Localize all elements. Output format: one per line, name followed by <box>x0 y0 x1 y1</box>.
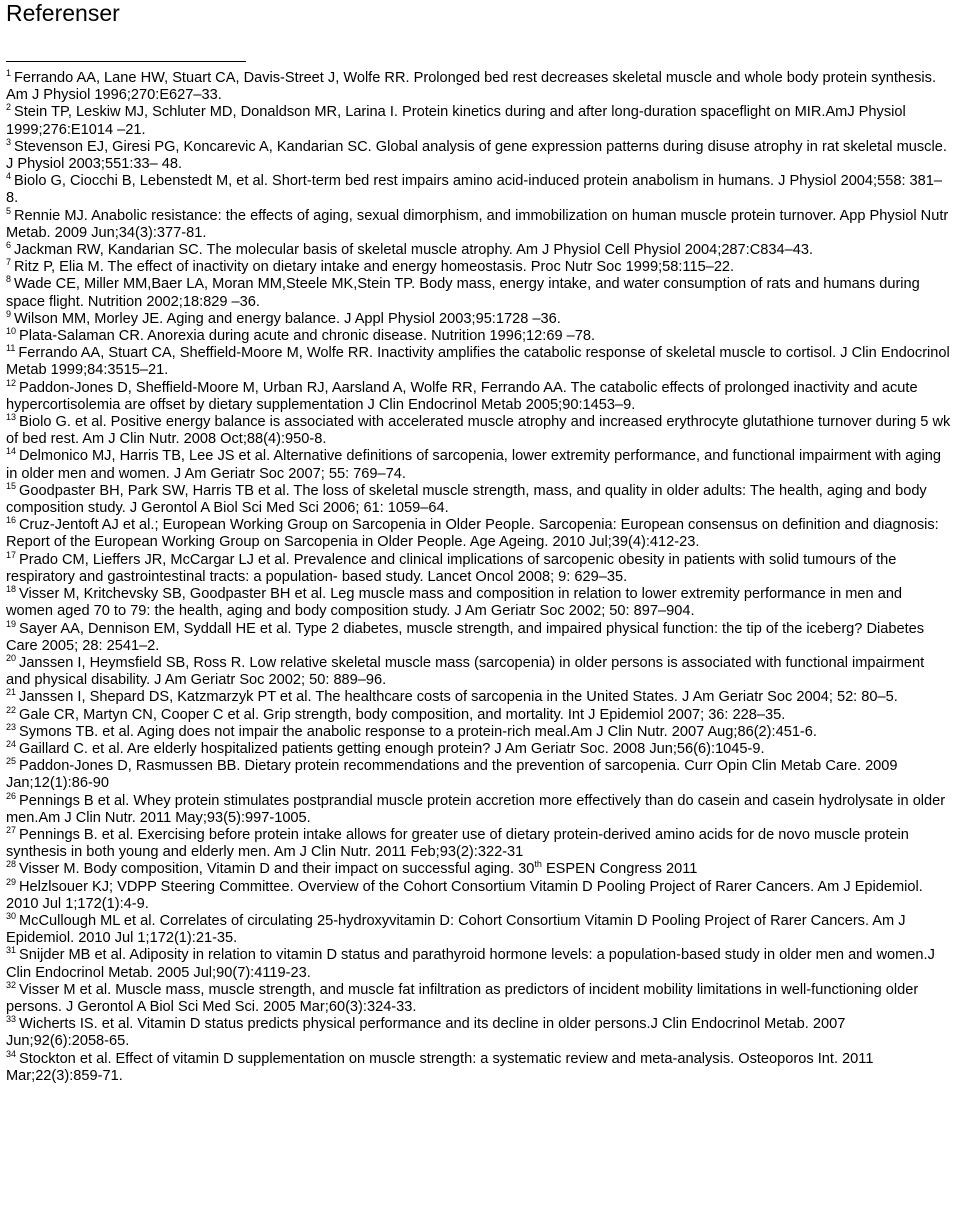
reference-text-main: Sayer AA, Dennison EM, Syddall HE et al. Type 2 diabetes, muscle strength, and impaired physical function: the tip of the iceberg? Diabetes Care 2005; 28: 2541–2. <box>6 620 925 654</box>
page-title: Referenser <box>6 0 120 26</box>
reference-text-main: Delmonico MJ, Harris TB, Lee JS et al. Alternative definitions of sarcopenia, lower extremity performance, and functional impairment with aging in older men and women. J Am Geriatr Soc 2007; 55: 769–74. <box>6 448 942 482</box>
reference-text <box>19 741 765 757</box>
reference-number: 3 <box>6 136 12 147</box>
reference-item <box>6 738 952 758</box>
reference-item <box>6 910 952 947</box>
reference-number: 15 <box>6 480 17 491</box>
reference-text <box>6 876 923 912</box>
reference-item <box>6 704 952 724</box>
reference-item <box>6 824 952 861</box>
reference-text-main: Stein TP, Leskiw MJ, Schluter MD, Donaldson MR, Larina I. Protein kinetics during and after long-duration spaceflight on MIR.AmJ Physiol 1999;276:E1014 –21. <box>6 104 906 138</box>
reference-number: 22 <box>6 704 17 715</box>
reference-item <box>6 259 952 276</box>
reference-text-main: Plata-Salaman CR. Anorexia during acute and chronic disease. Nutrition 1996;12:69 –78. <box>19 328 596 345</box>
reference-text-main: McCullough ML et al. Correlates of circulating 25-hydroxyvitamin D: Cohort Consortium Vitamin D Pooling Project of Rarer Cancers. Am J Epidemiol. 2010 Jul 1;172(1):21-35. <box>6 912 906 947</box>
reference-text <box>6 652 925 689</box>
reference-text-main: Wade CE, Miller MM,Baer LA, Moran MM,Steele MK,Stein TP. Body mass, energy intake, and water consumption of rats and humans during space flight. Nutrition 2002;18:829 –36. <box>6 276 920 310</box>
reference-number: 27 <box>6 824 17 835</box>
reference-item <box>6 947 952 981</box>
reference-item <box>6 721 952 741</box>
reference-number: 21 <box>6 687 17 698</box>
reference-text-main: Symons TB. et al. Aging does not impair the anabolic response to a protein-rich meal.Am J Clin Nutr. 2007 Aug;86(2):451-6. <box>19 723 817 740</box>
reference-number: 34 <box>6 1048 17 1059</box>
reference-number: 6 <box>6 240 12 251</box>
reference-item <box>6 377 952 414</box>
reference-text-main: Biolo G, Ciocchi B, Lebenstedt M, et al. Short-term bed rest impairs amino acid-induced protein anabolism in humans. J Physiol 2004;558: 381–8. <box>6 173 943 207</box>
reference-text <box>6 1048 874 1084</box>
reference-number: 12 <box>6 377 17 388</box>
reference-text <box>6 104 906 137</box>
reference-text <box>6 136 947 173</box>
reference-item <box>6 104 952 138</box>
reference-list <box>6 70 952 1085</box>
reference-item <box>6 586 952 620</box>
reference-text-main: Ferrando AA, Lane HW, Stuart CA, Davis-Street J, Wolfe RR. Prolonged bed rest decreases skeletal muscle and whole body protein synthesis. Am J Physiol 1996;270:E627–33. <box>6 70 937 104</box>
reference-text <box>6 586 902 619</box>
reference-item <box>6 618 952 655</box>
reference-text <box>6 173 942 206</box>
reference-text-main: Wicherts IS. et al. Vitamin D status predicts physical performance and its decline in older persons.J Clin Endocrinol Metab. 2007 Jun;92(6):2058-65. <box>6 1016 846 1050</box>
reference-number: 9 <box>6 308 12 319</box>
reference-text-main: Snijder MB et al. Adiposity in relation to vitamin D status and parathyroid hormone levels: a population-based study in older men and women.J Clin Endocrinol Metab. 2005 Jul;90(7):4119-23. <box>6 947 935 981</box>
reference-text-main: Goodpaster BH, Park SW, Harris TB et al. The loss of skeletal muscle strength, mass, and quality in older adults: The health, aging and body composition study. J Gerontol A Biol Sci Med Sci 2006; 61: 1059–64. <box>6 482 927 517</box>
reference-number: 1 <box>6 68 12 78</box>
reference-item <box>6 1016 952 1050</box>
reference-text <box>14 259 734 275</box>
reference-number: 5 <box>6 205 12 216</box>
reference-number: 19 <box>6 618 17 629</box>
reference-text <box>6 910 906 947</box>
reference-text <box>6 345 950 378</box>
ordinal-superscript: th <box>534 859 542 870</box>
reference-item <box>6 205 952 242</box>
reference-text-main: Prado CM, Lieffers JR, McCargar LJ et al. Prevalence and clinical implications of sarcopenic obesity in patients with solid tumours of the respiratory and gastrointestinal tracts: a population- based study. Lancet Oncol 2008; 9: 629–35. <box>6 551 897 585</box>
reference-text-main: Pennings B et al. Whey protein stimulates postprandial muscle protein accretion more effectively than do casein and casein hydrolysate in older men.Am J Clin Nutr. 2011 May;93(5):997-1005. <box>6 792 946 826</box>
reference-number: 11 <box>6 343 16 354</box>
reference-item <box>6 480 952 517</box>
reference-text-main: Ferrando AA, Stuart CA, Sheffield-Moore M, Wolfe RR. Inactivity amplifies the catabolic response of skeletal muscle to cortisol. J Clin Endocrinol Metab 1999;84:3515–21. <box>6 345 950 379</box>
reference-text <box>19 689 898 705</box>
reference-text <box>14 311 561 327</box>
reference-item <box>6 242 952 259</box>
reference-text-main: Visser M et al. Muscle mass, muscle strength, and muscle fat infiltration as predictors of incident mobility limitations in well-functioning older persons. J Gerontol A Biol Sci Med Sci. 2005 Mar;60(3):324-33. <box>6 981 919 1015</box>
reference-text-tail: ESPEN Congress 2011 <box>541 861 698 878</box>
reference-text <box>6 276 920 309</box>
reference-number: 13 <box>6 412 17 423</box>
reference-text <box>6 824 909 861</box>
reference-text-main: Paddon-Jones D, Rasmussen BB. Dietary protein recommendations and the prevention of sarcopenia. Curr Opin Clin Metab Care. 2009 Jan;12(1):86-90 <box>6 758 898 792</box>
reference-text-main: Gale CR, Martyn CN, Cooper C et al. Grip strength, body composition, and mortality. Int J Epidemiol 2007; 36: 228–35. <box>19 706 786 723</box>
reference-text <box>6 979 919 1015</box>
reference-text-main: Cruz-Jentoft AJ et al.; European Working Group on Sarcopenia in Older People. Sarcopenia: European consensus on definition and diagnosis: Report of the European Working Group on Sarcopenia in Older People. Age Ageing. 2010 Jul;39(4):412-23. <box>6 517 939 551</box>
reference-text-main: Stockton et al. Effect of vitamin D supplementation on muscle strength: a systematic review and meta-analysis. Osteoporos Int. 2011 Mar;22(3):859-71. <box>6 1050 874 1084</box>
reference-number: 2 <box>6 102 12 113</box>
reference-number: 17 <box>6 549 17 560</box>
reference-number: 10 <box>6 326 17 337</box>
reference-text-main: Rennie MJ. Anabolic resistance: the effects of aging, sexual dimorphism, and immobilization on human muscle protein turnover. App Physiol Nutr Metab. 2009 Jun;34(3):377-81. <box>6 207 949 241</box>
reference-text-main: Stevenson EJ, Giresi PG, Koncarevic A, Kandarian SC. Global analysis of gene expression patterns during disuse atrophy in rat skeletal muscle. J Physiol 2003;551:33– 48. <box>6 138 947 173</box>
reference-item <box>6 758 952 792</box>
reference-text-main: Helzlsouer KJ; VDPP Steering Committee. Overview of the Cohort Consortium Vitamin D Pooling Project of Rarer Cancers. Am J Epidemiol. 2010 Jul 1;172(1):4-9. <box>6 878 923 912</box>
reference-number: 26 <box>6 790 17 801</box>
reference-number: 30 <box>6 910 17 921</box>
reference-text <box>6 70 936 103</box>
reference-text-main: Pennings B. et al. Exercising before protein intake allows for greater use of dietary protein-derived amino acids for de novo muscle protein synthesis in both young and elderly men. Am J Clin Nutr. 2011 Feb;93(2):322-31 <box>6 826 909 861</box>
reference-number: 7 <box>6 257 12 268</box>
reference-text <box>6 480 927 517</box>
reference-item <box>6 979 952 1016</box>
reference-text <box>6 790 946 826</box>
reference-number: 24 <box>6 738 17 749</box>
reference-number: 23 <box>6 721 17 732</box>
reference-number: 29 <box>6 876 17 887</box>
reference-item <box>6 70 952 104</box>
reference-item <box>6 276 952 310</box>
reference-text <box>6 1016 845 1049</box>
reference-text-main: Paddon-Jones D, Sheffield-Moore M, Urban RJ, Aarsland A, Wolfe RR, Ferrando AA. The catabolic effects of prolonged inactivity and acute hypercortisolemia are offset by dietary supplementation J Clin Endocrinol Metab 2005;90:1453–9. <box>6 379 918 413</box>
reference-number: 32 <box>6 979 17 990</box>
reference-text <box>6 758 898 791</box>
reference-item <box>6 790 952 827</box>
reference-text <box>6 549 897 585</box>
reference-item <box>6 861 952 878</box>
reference-text <box>19 861 697 877</box>
reference-text-main: Janssen I, Heymsfield SB, Ross R. Low relative skeletal muscle mass (sarcopenia) in older persons is associated with functional impairment and physical disability. J Am Geriatr Soc 2002; 50: 889–96. <box>6 654 925 689</box>
reference-item <box>6 448 952 482</box>
reference-item <box>6 1048 952 1085</box>
reference-item <box>6 652 952 689</box>
reference-text <box>6 377 918 413</box>
reference-text <box>6 947 935 980</box>
reference-text <box>6 517 939 550</box>
reference-item <box>6 517 952 551</box>
reference-text-main: Wilson MM, Morley JE. Aging and energy balance. J Appl Physiol 2003;95:1728 –36. <box>14 310 561 327</box>
reference-text-main: Visser M, Kritchevsky SB, Goodpaster BH et al. Leg muscle mass and composition in relation to lower extremity performance in men and women aged 70 to 79: the health, aging and body composition study. J Am Geriatr Soc 2002; 50: 897–904. <box>6 586 903 620</box>
reference-number: 20 <box>6 652 17 663</box>
reference-number: 8 <box>6 274 12 285</box>
reference-item <box>6 876 952 913</box>
reference-number: 18 <box>6 584 17 595</box>
reference-text-main: Gaillard C. et al. Are elderly hospitalized patients getting enough protein? J Am Geriatr Soc. 2008 Jun;56(6):1045-9. <box>19 740 765 757</box>
reference-number: 14 <box>6 446 17 457</box>
reference-text <box>6 448 941 481</box>
reference-text <box>19 707 785 723</box>
reference-item <box>6 549 952 586</box>
reference-text <box>14 242 813 258</box>
footnote-divider <box>6 61 246 62</box>
reference-text-main: Jackman RW, Kandarian SC. The molecular basis of skeletal muscle atrophy. Am J Physiol Cell Physiol 2004;287:C834–43. <box>14 242 814 259</box>
reference-number: 25 <box>6 756 17 767</box>
reference-number: 4 <box>6 171 12 182</box>
reference-text <box>6 618 925 654</box>
reference-item <box>6 173 952 207</box>
reference-text <box>6 205 949 241</box>
reference-text <box>19 328 595 344</box>
reference-item <box>6 414 952 448</box>
reference-text-main: Biolo G. et al. Positive energy balance is associated with accelerated muscle atrophy and increased erythrocyte glutathione turnover during 5 wk of bed rest. Am J Clin Nutr. 2008 Oct;88(4):950-8. <box>6 414 951 448</box>
reference-number: 33 <box>6 1014 17 1025</box>
reference-item <box>6 689 952 706</box>
reference-number: 16 <box>6 515 17 526</box>
reference-number: 28 <box>6 859 17 870</box>
reference-text <box>19 724 817 740</box>
reference-item <box>6 136 952 173</box>
reference-item <box>6 308 952 328</box>
reference-text-main: Ritz P, Elia M. The effect of inactivity on dietary intake and energy homeostasis. Proc Nutr Soc 1999;58:115–22. <box>14 259 735 276</box>
reference-text <box>6 414 950 447</box>
reference-item <box>6 345 952 379</box>
reference-text-main: Visser M. Body composition, Vitamin D and their impact on successful aging. 30 <box>19 861 535 878</box>
reference-item <box>6 328 952 345</box>
reference-number: 31 <box>6 945 17 956</box>
reference-text-main: Janssen I, Shepard DS, Katzmarzyk PT et al. The healthcare costs of sarcopenia in the United States. J Am Geriatr Soc 2004; 52: 80–5. <box>19 689 898 706</box>
